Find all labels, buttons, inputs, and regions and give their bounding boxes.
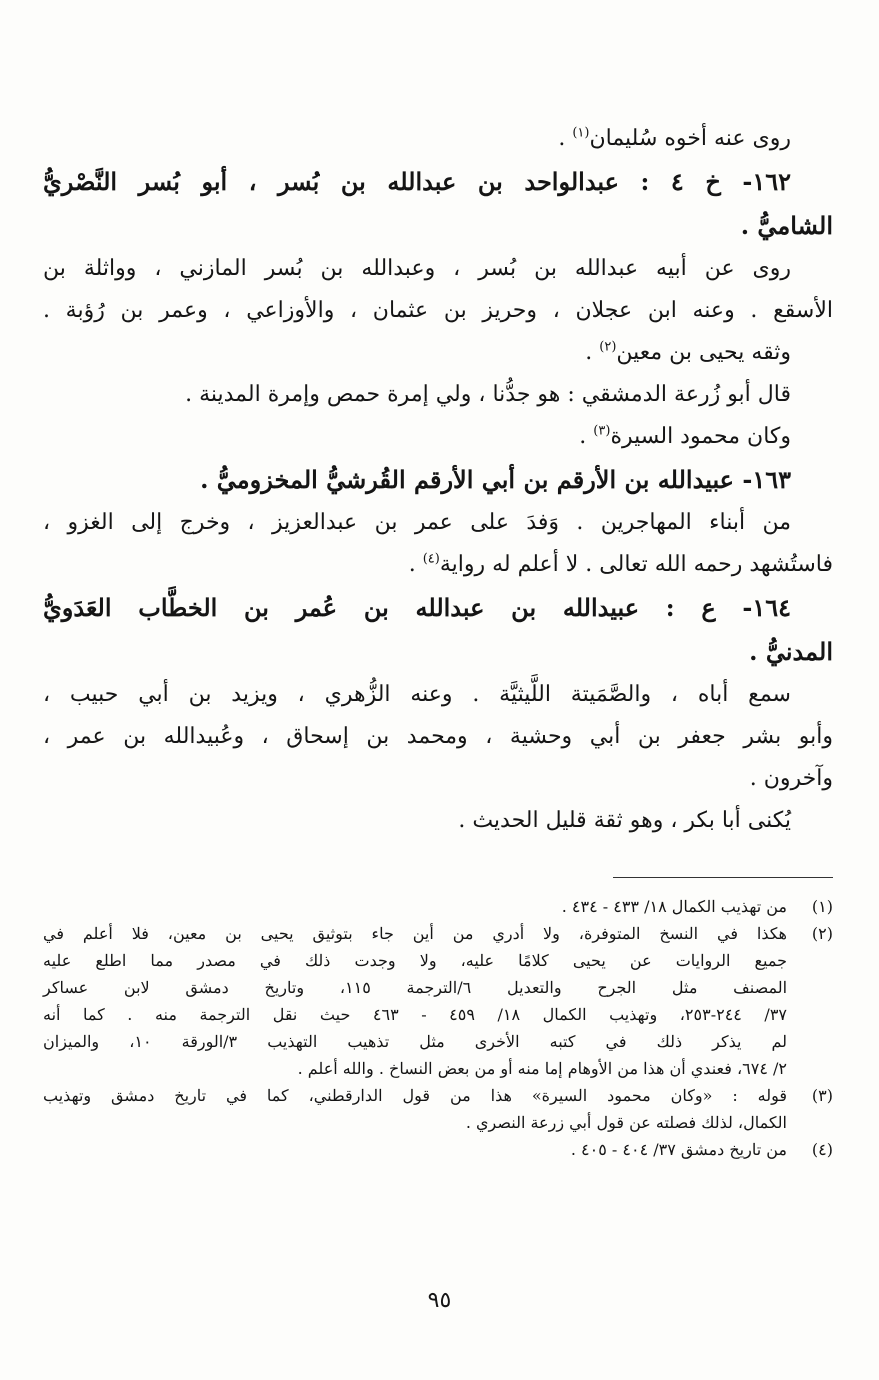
entry-162-text: قال أبو زُرعة الدمشقي : هو جدُّنا ، ولي إمرة حمص وإمرة المدينة . — [185, 382, 791, 407]
footnote-line: قوله : «وكان محمود السيرة» هذا من قول الدارقطني، كما في تاريخ دمشق وتهذيب — [43, 1086, 787, 1105]
footnote-number: (١) — [811, 897, 833, 916]
entry-162-text: روى عن أبيه عبدالله بن بُسر ، وعبدالله بن بُسر المازني ، وواثلة بن — [43, 256, 791, 281]
main-text — [43, 118, 833, 842]
entry-163-text: فاستُشهد رحمه الله تعالى . لا أعلم له رواية$^{(٤)}$ . — [408, 551, 833, 577]
entry-164-text: يُكنى أبا بكر ، وهو ثقة قليل الحديث . — [458, 808, 791, 833]
entry-164-text: وأبو بشر جعفر بن أبي وحشية ، ومحمد بن إسحاق ، وعُبيدالله بن عمر ، — [43, 724, 833, 749]
footnote-ref-1[interactable]: (١) — [572, 125, 590, 141]
footnote-divider — [613, 877, 833, 878]
entry-164-heading: ١٦٤- ع : عبيدالله بن عبدالله بن عُمر بن الخطَّاب العَدَويُّ — [43, 593, 791, 622]
entry-162-text: وثقه يحيى بن معين$^{(٢)}$ . — [585, 339, 791, 365]
footnote-ref-4[interactable]: (٤) — [422, 551, 440, 567]
footnote-line: من تاريخ دمشق ٣٧/ ٤٠٤ - ٤٠٥ . — [570, 1140, 787, 1159]
footnote-2 — [43, 920, 833, 1082]
footnote-4 — [43, 1136, 833, 1163]
entry-162-text: الأسقع . وعنه ابن عجلان ، وحريز بن عثمان ، والأوزاعي ، وعمر بن رُؤبة . — [43, 298, 834, 323]
footnote-line: ٢/ ٦٧٤، فعندي أن هذا من الأوهام إما منه أو من بعض النساخ . والله أعلم . — [297, 1059, 787, 1078]
entry-164-text: سمع أباه ، والصَّمَيتة اللَّيثيَّة . وعنه الزُّهري ، ويزيد بن أبي حبيب ، — [43, 682, 791, 707]
footnote-line: لم يذكر ذلك في كتبه الأخرى مثل تذهيب التهذيب ٣/الورقة ١٠، والميزان — [43, 1032, 788, 1051]
footnote-1 — [43, 893, 833, 920]
intro-line: روى عنه أخوه سُليمان$^{(١)}$ . — [558, 125, 791, 151]
entry-164-text: وآخرون . — [749, 766, 833, 791]
footnote-ref-2[interactable]: (٢) — [599, 339, 617, 355]
footnote-line: هكذا في النسخ المتوفرة، ولا أدري من أين جاء بتوثيق يحيى بن معين، فلا أعلم في — [43, 924, 787, 943]
entry-164-heading-cont: المدنيُّ . — [749, 637, 833, 666]
footnote-line: من تهذيب الكمال ١٨/ ٤٣٣ - ٤٣٤ . — [561, 897, 787, 916]
footnote-number: (٣) — [811, 1086, 833, 1105]
entry-162-heading: ١٦٢- خ ٤ : عبدالواحد بن عبدالله بن بُسر ، أبو بُسر النَّصْريُّ — [43, 167, 792, 196]
footnote-line: ٣٧/ ٢٤٤-٢٥٣، وتهذيب الكمال ١٨/ ٤٥٩ - ٤٦٣ حيث نقل الترجمة منه . كما أنه — [43, 1005, 787, 1024]
entry-163-text: من أبناء المهاجرين . وَفدَ على عمر بن عبدالعزيز ، وخرج إلى الغزو ، — [43, 510, 791, 535]
footnote-ref-3[interactable]: (٣) — [593, 423, 611, 439]
entry-163-heading: ١٦٣- عبيدالله بن الأرقم بن أبي الأرقم القُرشيُّ المخزوميُّ . — [200, 465, 791, 494]
footnote-3 — [43, 1082, 833, 1136]
entry-162-heading-cont: الشاميُّ . — [740, 211, 833, 240]
footnote-line: جميع الروايات عن يحيى كلامًا عليه، ولا وجدت ذلك في مصدر مما اطلع عليه — [43, 951, 787, 970]
footnotes — [43, 893, 833, 1163]
footnote-number: (٤) — [811, 1140, 833, 1159]
footnote-number: (٢) — [811, 924, 833, 943]
footnote-line: المصنف مثل الجرح والتعديل ٦/الترجمة ١١٥، وتاريخ دمشق لابن عساكر — [43, 978, 788, 997]
entry-162-text: وكان محمود السيرة$^{(٣)}$ . — [579, 423, 791, 449]
footnote-line: الكمال، لذلك فصلته عن قول أبي زرعة النصري . — [465, 1113, 787, 1132]
page-number: ٩٥ — [427, 1288, 452, 1313]
